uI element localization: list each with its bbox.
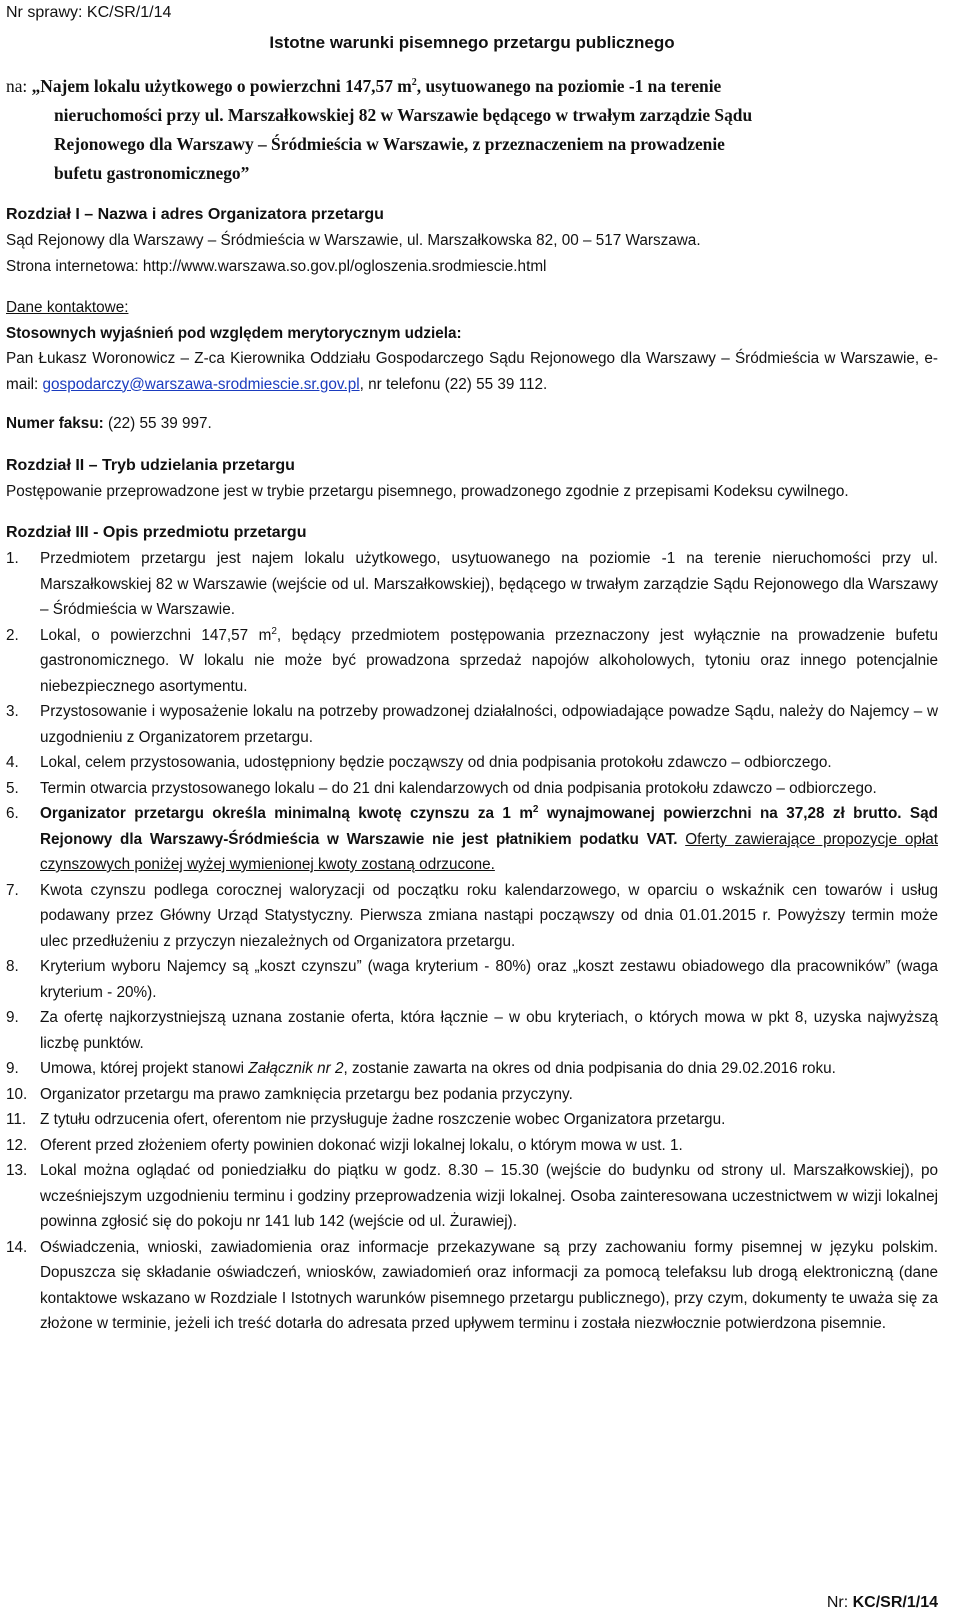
section-1-heading: Rozdział I – Nazwa i adres Organizatora przetargu (6, 206, 384, 223)
procedure-text: Postępowanie przeprowadzone jest w trybie przetargu pisemnego, prowadzonego zgodnie z przepisami Kodeksu cywilnego. (6, 482, 849, 500)
conditions-list (6, 546, 938, 1337)
contact-heading: Stosownych wyjaśnień pod względem merytorycznym udziela: (6, 324, 462, 342)
organizer-website: Strona internetowa: http://www.warszawa.so.gov.pl/ogloszenia.srodmiescie.html (6, 257, 547, 275)
rejection-notice: Oferty zawierające propozycje opłat czynszowych poniżej wyżej wymienionej kwoty zostaną odrzucone. (40, 830, 938, 873)
section-procedure (6, 453, 938, 505)
list-item: 6. Organizator przetargu określa minimalną kwotę czynszu za 1 $m^2$ wynajmowanej powierzchni na 37,28 zł brutto. Sąd Rejonowy dla Warszawy-Śródmieścia w Warszawie nie jest płatnikiem podatku VAT. Oferty zawierające propozycje opłat czynszowych poniżej wyżej wymienionej kwoty zostaną odrzucone. (6, 803, 938, 873)
list-item: 8. Kryterium wyboru Najemcy są „koszt czynszu” (waga kryterium - 80%) oraz „koszt zestawu obiadowego dla pracowników” (waga kryterium - 20%). (6, 958, 938, 1001)
document-title: Istotne warunki pisemnego przetargu publicznego (269, 33, 675, 52)
section-2-heading: Rozdział II – Tryb udzielania przetargu (6, 456, 295, 474)
list-item: 13. Lokal można oglądać od poniedziałku do piątku w godz. 8.30 – 15.30 (wejście do budynku od strony ul. Marszałkowskiej), po wcześniejszym uzgodnieniu terminu i godziny przeprowadzenia wizji lokalnej. Osoba zainteresowana uczestnictwem w wizji lokalnej powinna zgłosić się do pokoju nr 141 lub 142 (wejście od ul. Żurawiej). (6, 1162, 938, 1230)
contact-email-link[interactable]: gospodarczy@warszawa-srodmiescie.sr.gov.pl (42, 375, 360, 393)
list-item: 12. Oferent przed złożeniem oferty powinien dokonać wizji lokalnej lokalu, o którym mowa w ust. 1. (6, 1136, 683, 1154)
list-item: 5. Termin otwarcia przystosowanego lokalu – do 21 dni kalendarzowych od dnia podpisania protokołu zdawczo – odbiorczego. (6, 779, 877, 797)
list-item: 10. Organizator przetargu ma prawo zamknięcia przetargu bez podania przyczyny. (6, 1085, 573, 1103)
list-item: 3. Przystosowanie i wyposażenie lokalu na potrzeby prowadzonej działalności, odpowiadające powadze Sądu, należy do Najemcy – w uzgodnieniu z Organizatorem przetargu. (6, 703, 938, 746)
subject-prefix: na: (6, 76, 32, 96)
fax-number: Numer faksu: (22) 55 39 997. (6, 415, 212, 432)
section-3-heading: Rozdział III - Opis przedmiotu przetargu (6, 524, 307, 541)
list-item: 14. Oświadczenia, wnioski, zawiadomienia oraz informacje przekazywane są przy zachowaniu formy pisemnej w języku polskim. Dopuszcza się składanie oświadczeń, wniosków, zawiadomień oraz informacji za pomocą telefaksu lub drogą elektroniczną (dane kontaktowe wskazano w Rozdziale I Istotnych warunków pisemnego przetargu publicznego), przy czym, dokumenty te uważa się za złożone w terminie, jeżeli ich treść dotarła do adresata przed upływem terminu i została niezwłocznie potwierdzona pisemnie. (6, 1238, 938, 1332)
list-item: 7. Kwota czynszu podlega corocznej waloryzacji od początku roku kalendarzowego, w oparciu o wskaźnik cen towarów i usług podawany przez Główny Urząd Statystyczny. Pierwsza zmiana nastąpi począwszy od dnia 01.01.2015 r. Powyższy termin może ulec przedłużeniu z przyczyn niezależnych od Organizatora przetargu. (6, 881, 938, 950)
case-number-top: Nr sprawy: KC/SR/1/14 (6, 4, 172, 21)
list-item: 2. Lokal, o powierzchni 147,57 $m^2$, będący przedmiotem postępowania przeznaczony jest wyłącznie na prowadzenie bufetu gastronomicznego. W lokalu nie może być prowadzona sprzedaż napojów alkoholowych, tytoniu oraz innego potencjalnie niebezpiecznego asortymentu. (6, 625, 938, 695)
list-item: 11. Z tytułu odrzucenia ofert, oferentom nie przysługuje żadne roszczenie wobec Organizatora przetargu. (6, 1111, 726, 1128)
list-item: 9. Umowa, której projekt stanowi Załącznik nr 2, zostanie zawarta na okres od dnia podpisania do dnia 29.02.2016 roku. (6, 1060, 836, 1077)
section-organizer (6, 202, 938, 437)
organizer-address: Sąd Rejonowy dla Warszawy – Śródmieścia w Warszawie, ul. Marszałkowska 82, 00 – 517 Warszawa. (6, 232, 701, 249)
contact-label: Dane kontaktowe: (6, 299, 129, 316)
section-subject-description (6, 520, 938, 1337)
list-item: 4. Lokal, celem przystosowania, udostępniony będzie począwszy od dnia podpisania protokołu zdawczo – odbiorczego. (6, 754, 832, 771)
list-item: 1. Przedmiotem przetargu jest najem lokalu użytkowego, usytuowanego na poziomie -1 na terenie nieruchomości przy ul. Marszałkowskiej 82 w Warszawie (wejście od ul. Marszałkowskiej), będącego w trwałym zarządzie Sądu Rejonowego dla Warszawy – Śródmieścia w Warszawie. (6, 550, 938, 618)
case-number-footer: Nr: KC/SR/1/14 (826, 1593, 938, 1611)
list-item: 9. Za ofertę najkorzystniejszą uznana zostanie oferta, która łącznie – w obu kryteriach, o których mowa w pkt 8, uzyska najwyższą liczbę punktów. (6, 1009, 938, 1052)
contact-person: Pan Łukasz Woronowicz – Z-ca Kierownika Oddziału Gospodarczego Sądu Rejonowego dla Warszawy – Śródmieścia w Warszawie, e-mail: gospodarczy@warszawa-srodmiescie.sr.gov.pl, nr telefonu (22) 55 39 112. (6, 350, 938, 393)
tender-subject: na: „Najem lokalu użytkowego o powierzchni 147,57 $m^2$, usytuowanego na poziomie -1 na terenie nieruchomości przy ul. Marszałkowskiej 82 w Warszawie będącego w trwałym zarządzie Sądu Rejonowego dla Warszawy – Śródmieścia w Warszawie, z przeznaczeniem na prowadzenie bufetu gastronomicznego” (6, 76, 753, 183)
